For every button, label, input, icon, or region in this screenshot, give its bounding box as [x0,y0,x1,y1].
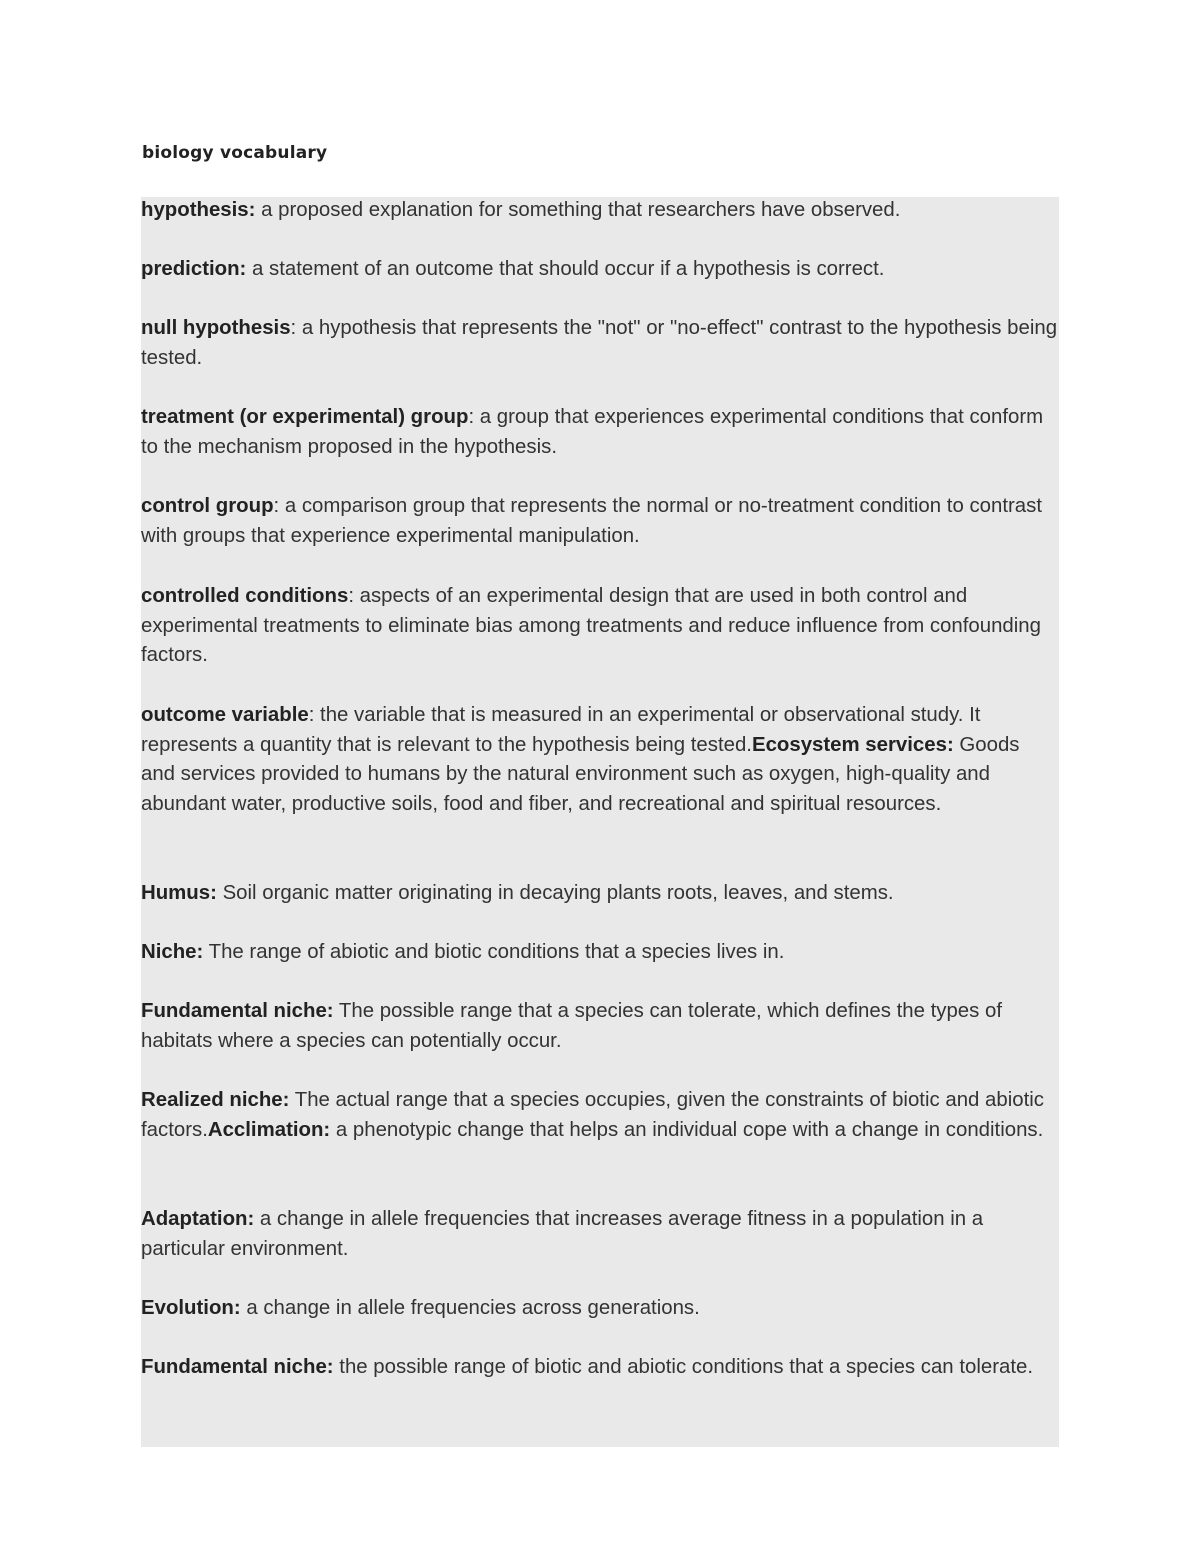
vocab-entry-niche [141,938,1059,968]
vocab-entry-humus [141,879,1059,909]
vocab-entry-fundamental-niche [141,997,1059,1056]
vocab-term: Fundamental niche: [141,1356,334,1378]
vocab-definition: a phenotypic change that helps an individual cope with a change in conditions. [330,1118,1044,1141]
vocab-entry-prediction [141,255,1059,285]
vocab-term-ecosystem-services: Ecosystem services: [751,733,954,756]
vocab-term: Fundamental niche: [141,1000,334,1022]
vocab-definition: The possible range that a species can tolerate, which defines the types of habitats where a species can potentially occur. [141,1000,1002,1052]
vocab-definition: Goods and services provided to humans by the natural environment such as oxygen, high-quality and abundant water, productive soils, food and fiber, and recreational and spiritual resources. [141,733,1020,815]
vocab-definition: : a hypothesis that represents the "not" or "no-effect" contrast to the hypothesis being tested. [141,317,1058,369]
vocab-definition: The actual range that a species occupies, given the constraints of biotic and abiotic factors. [141,1089,1044,1141]
page-title: biology vocabulary [142,143,328,163]
vocab-entry-evolution [141,1294,1059,1324]
vocab-definition: Soil organic matter originating in decaying plants roots, leaves, and stems. [216,882,894,904]
vocab-term: null hypothesis [141,317,291,339]
vocab-term: controlled conditions [141,585,349,607]
vocab-definition: a change in allele frequencies across generations. [240,1297,700,1319]
vocab-entry-control-group [141,492,1059,551]
vocab-term: Adaptation: [141,1208,255,1230]
vocab-entry-adaptation [141,1205,1059,1264]
vocab-definition: a proposed explanation for something that researchers have observed. [255,199,901,221]
vocab-definition: : a group that experiences experimental conditions that conform to the mechanism proposed in the hypothesis. [141,406,1044,458]
vocab-entry-controlled-conditions [141,582,1059,671]
vocab-term: Niche: [141,941,204,963]
vocab-definition: The range of abiotic and biotic conditions that a species lives in. [203,941,785,963]
vocab-term: control group [141,495,274,517]
vocab-definition: a change in allele frequencies that increases average fitness in a population in a particular environment. [141,1208,984,1260]
vocab-entry-outcome-variable [141,701,1059,819]
vocab-term: Humus: [141,882,217,904]
vocab-entry-treatment-group [141,403,1059,462]
vocab-term: prediction: [141,258,247,280]
vocab-definition: the possible range of biotic and abiotic conditions that a species can tolerate. [333,1356,1033,1378]
vocab-term-acclimation: Acclimation: [207,1118,331,1141]
vocab-term: outcome variable [141,704,309,726]
vocab-entry-hypothesis [141,196,1059,226]
vocab-entry-realized-niche [141,1086,1059,1145]
vocab-entry-null-hypothesis [141,314,1059,373]
vocab-definition: : a comparison group that represents the normal or no-treatment condition to contrast with groups that experience experimental manipulation. [141,495,1042,547]
vocab-term: Evolution: [141,1297,241,1319]
vocab-definition: : the variable that is measured in an experimental or observational study. It represents a quantity that is relevant to the hypothesis being tested. [141,704,981,756]
vocab-term: hypothesis: [141,199,256,221]
vocab-definition: : aspects of an experimental design that are used in both control and experimental treatments to eliminate bias among treatments and reduce influence from confounding factors. [141,585,1041,667]
vocab-definition: a statement of an outcome that should occur if a hypothesis is correct. [246,258,885,280]
vocabulary-list [141,197,1059,1447]
vocab-term: treatment (or experimental) group [141,406,469,428]
vocab-term: Realized niche: [141,1089,290,1111]
vocab-entry-fundamental-niche-2 [141,1353,1059,1383]
